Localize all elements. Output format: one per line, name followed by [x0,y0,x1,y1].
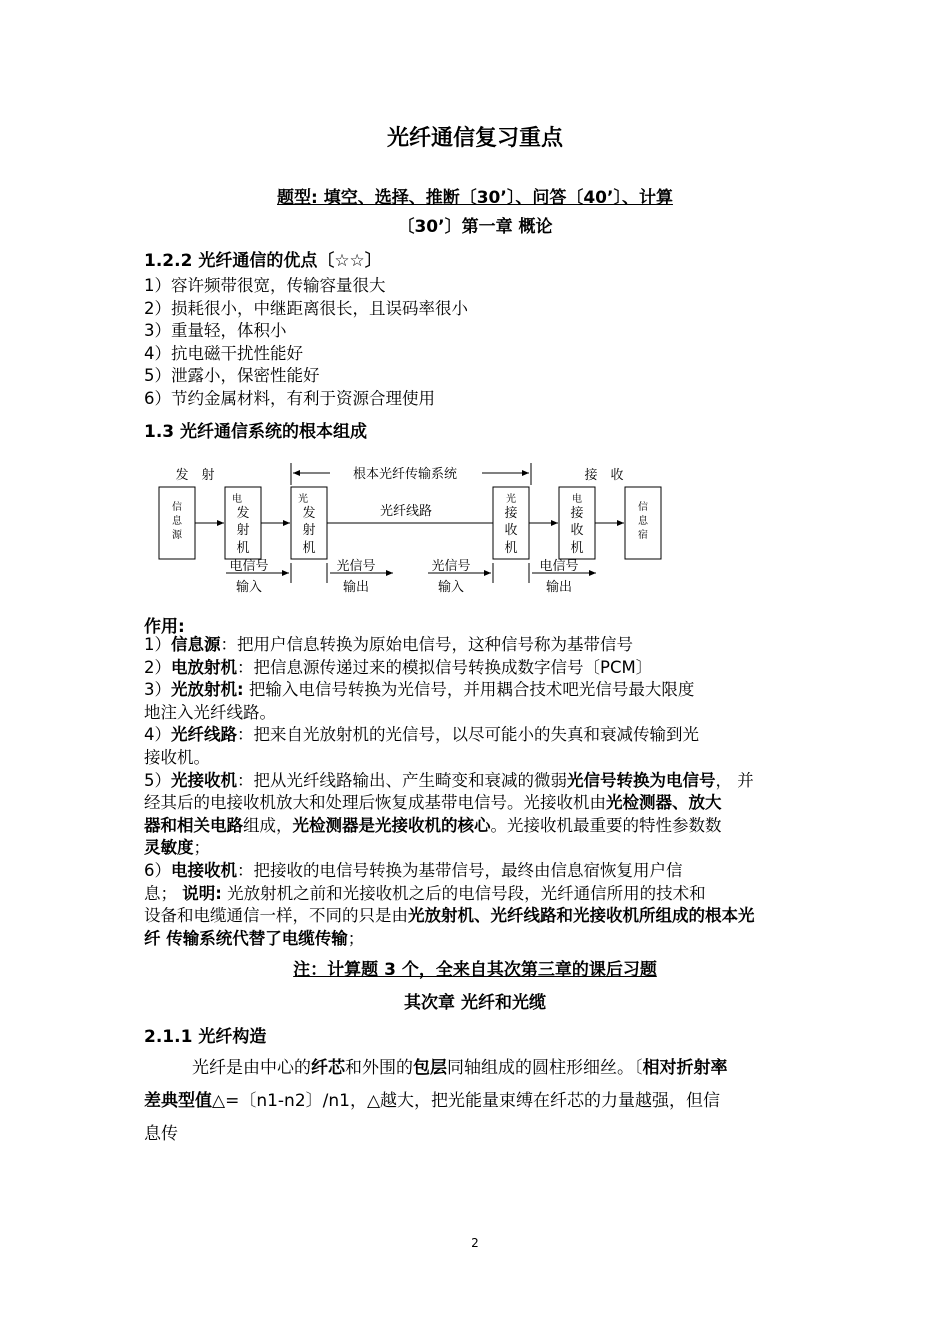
role-text: 组成， [243,815,293,835]
calculation-note-text: 注：计算题 3 个，全来自其次第三章的课后习题 [293,960,657,980]
sig3-top: 光信号 [431,559,471,574]
role-num: 1） [144,635,171,654]
chapter2-heading: 其次章 光纤和光缆 [404,993,546,1013]
box-erx-prefix: 电 [572,494,582,505]
roles-heading: 作用: [144,617,185,637]
intro-emphasis: 差典型值 [144,1091,212,1111]
role-text: 经其后的电接收机放大和处理后恢复成基带电信号。光接收机由 [144,793,606,813]
box-etx-char: 发 [236,506,250,521]
role-text: ：把信息源传递过来的模拟信号转换成数字信号〔PCM〕 [237,657,653,677]
role-term: 信息源 [171,635,221,654]
intro-text: 光纤是由中心的 [192,1058,311,1078]
sig2-top: 光信号 [336,559,376,574]
sig3-bottom: 输入 [437,580,465,595]
intro-text: △=〔n1-n2〕/n1，△越大，把光能量束缚在纤芯的力量越强，但信 [212,1091,721,1111]
box-otx-prefix: 光 [298,494,308,505]
role-item-1 [144,634,810,657]
page-number: 2 [471,1236,479,1250]
box-otx-char: 发 [302,506,316,521]
box-etx-char: 射 [236,523,250,538]
sig4-bottom: 输出 [545,580,573,595]
intro-emphasis: 纤芯 [311,1058,345,1078]
intro-emphasis: 包层 [413,1058,447,1078]
box-info-source-char: 信 [172,502,182,513]
advantages-list [144,275,810,411]
role-num: 3） [144,680,171,700]
box-erx-char: 机 [570,541,584,556]
label-system: 根本光纤传输系统 [352,467,458,482]
role-text: 。光接收机最重要的特性参数 [490,815,705,835]
box-info-source-char: 息 [172,516,182,527]
role-item-5 [144,770,810,793]
intro-line-2 [144,1085,810,1118]
box-erx-char: 接 [570,506,584,521]
role-term: 电放射机 [171,657,237,677]
role-text: ：把接收的电信号转换为基带信号，最终由信息宿恢复用户信 [237,860,683,880]
role-text: ， 并 [715,770,754,790]
role-text: ：把用户信息转换为原始电信号，这种信号称为基带信号 [220,635,633,654]
role-item-6-cont [144,928,810,951]
question-types-label: 题型 [277,188,312,208]
role-item-4-cont: 接收机。 [144,747,210,767]
advantage-item: 1）容许频带很宽，传输容量很大 [144,276,386,295]
label-receive: 接 收 [584,468,624,483]
box-orx-char: 接 [504,506,518,521]
role-emphasis: 光信号转换为电信号 [567,770,716,790]
box-info-source-char: 源 [172,530,182,541]
question-types-text: : 填空、选择、推断〔30’〕、问答〔40’〕、计算 [311,188,673,208]
advantage-item: 5）泄露小，保密性能好 [144,366,320,386]
role-item-3-cont: 地注入光纤线路。 [144,702,276,722]
role-item-5-cont [144,792,810,815]
role-emphasis: 说明: [182,883,222,903]
role-text: ； [193,838,210,858]
page-title: 光纤通信复习重点 [386,126,563,151]
box-info-sink-char: 宿 [638,530,648,541]
role-text: 设备和电缆通信一样，不同的只是由 [144,906,408,926]
box-etx-prefix: 电 [232,494,242,505]
sig1-top: 电信号 [229,559,269,574]
fiber-label: 光纤线路 [379,504,433,519]
role-emphasis: 光放射机、光纤线路和光接收机所组成的根本光 [408,906,755,926]
role-term: 光纤线路 [171,725,237,745]
roles-list [144,634,810,950]
box-info-sink-char: 息 [638,516,648,527]
role-text: ：把来自光放射机的光信号，以尽可能小的失真和衰减传输到光 [237,725,699,745]
sig1-bottom: 输入 [235,580,263,595]
role-term: 光放射机: [171,680,244,700]
advantage-item: 6）节约金属材料，有利于资源合理使用 [144,388,435,408]
box-etx-char: 机 [236,541,250,556]
box-otx-char: 机 [302,541,316,556]
advantage-item: 2）损耗很小，中继距离很长，且误码率很小 [144,298,468,318]
section-122-heading: 1.2.2 光纤通信的优点〔☆☆〕 [144,251,382,271]
role-item-5-cont [144,837,810,860]
role-term: 电接收机 [171,860,237,880]
box-orx-prefix: 光 [506,494,516,505]
advantage-item: 3）重量轻，体积小 [144,321,287,341]
role-num: 6） [144,860,171,880]
role-item-6 [144,860,810,883]
section-13-heading: 1.3 光纤通信系统的根本组成 [144,422,368,442]
role-item-3 [144,679,810,702]
role-item-4 [144,724,810,747]
label-transmit: 发 射 [175,468,215,483]
intro-line-3: 息传 [144,1124,178,1144]
sig2-bottom: 输出 [342,580,370,595]
role-item-5-cont [144,815,810,838]
intro-text: 同轴组成的圆柱形细丝。〔 [447,1058,643,1078]
role-term: 光接收机 [171,770,237,790]
box-info-sink-char: 信 [638,502,648,513]
box-orx-char: 机 [504,541,518,556]
role-item-2 [144,657,810,680]
section-211-heading: 2.1.1 光纤构造 [144,1027,267,1047]
box-erx-char: 收 [570,523,584,538]
box-otx-char: 射 [302,523,316,538]
role-num: 4） [144,725,171,745]
role-item-6-cont [144,905,810,928]
calculation-note [0,955,950,980]
intro-text: 和外围的 [345,1058,413,1078]
intro-line-1 [144,1052,810,1085]
role-text: 息； [144,883,183,903]
role-item-6-cont [144,883,810,906]
role-num: 2） [144,657,171,677]
role-num: 5） [144,770,171,790]
chapter1-heading: 〔30’〕第一章 概论 [397,217,553,237]
system-block-diagram [150,455,670,605]
box-orx-char: 收 [504,523,518,538]
question-types-line1 [0,183,950,208]
fiber-structure-paragraph [144,1052,810,1151]
sig4-top: 电信号 [539,559,579,574]
role-emphasis: 纤 传输系统代替了电缆传输 [144,928,348,948]
role-text: ； [347,928,365,948]
role-emphasis: 光检测器、放大 [606,793,722,813]
role-text: 把输入电信号转换为光信号，并用耦合技术吧光信号最大限度 [243,680,695,700]
intro-emphasis: 相对折射率 [642,1058,728,1078]
role-text: ：把从光纤线路输出、产生畸变和衰减的微弱 [237,770,567,790]
role-emphasis: 灵敏度 [144,838,194,858]
role-text: 数 [705,815,722,835]
role-emphasis: 光检测器是光接收机的核心 [292,815,491,835]
advantage-item: 4）抗电磁干扰性能好 [144,343,303,363]
role-text: 光放射机之前和光接收机之后的电信号段，光纤通信所用的技术和 [221,883,706,903]
role-emphasis: 器和相关电路 [144,815,243,835]
